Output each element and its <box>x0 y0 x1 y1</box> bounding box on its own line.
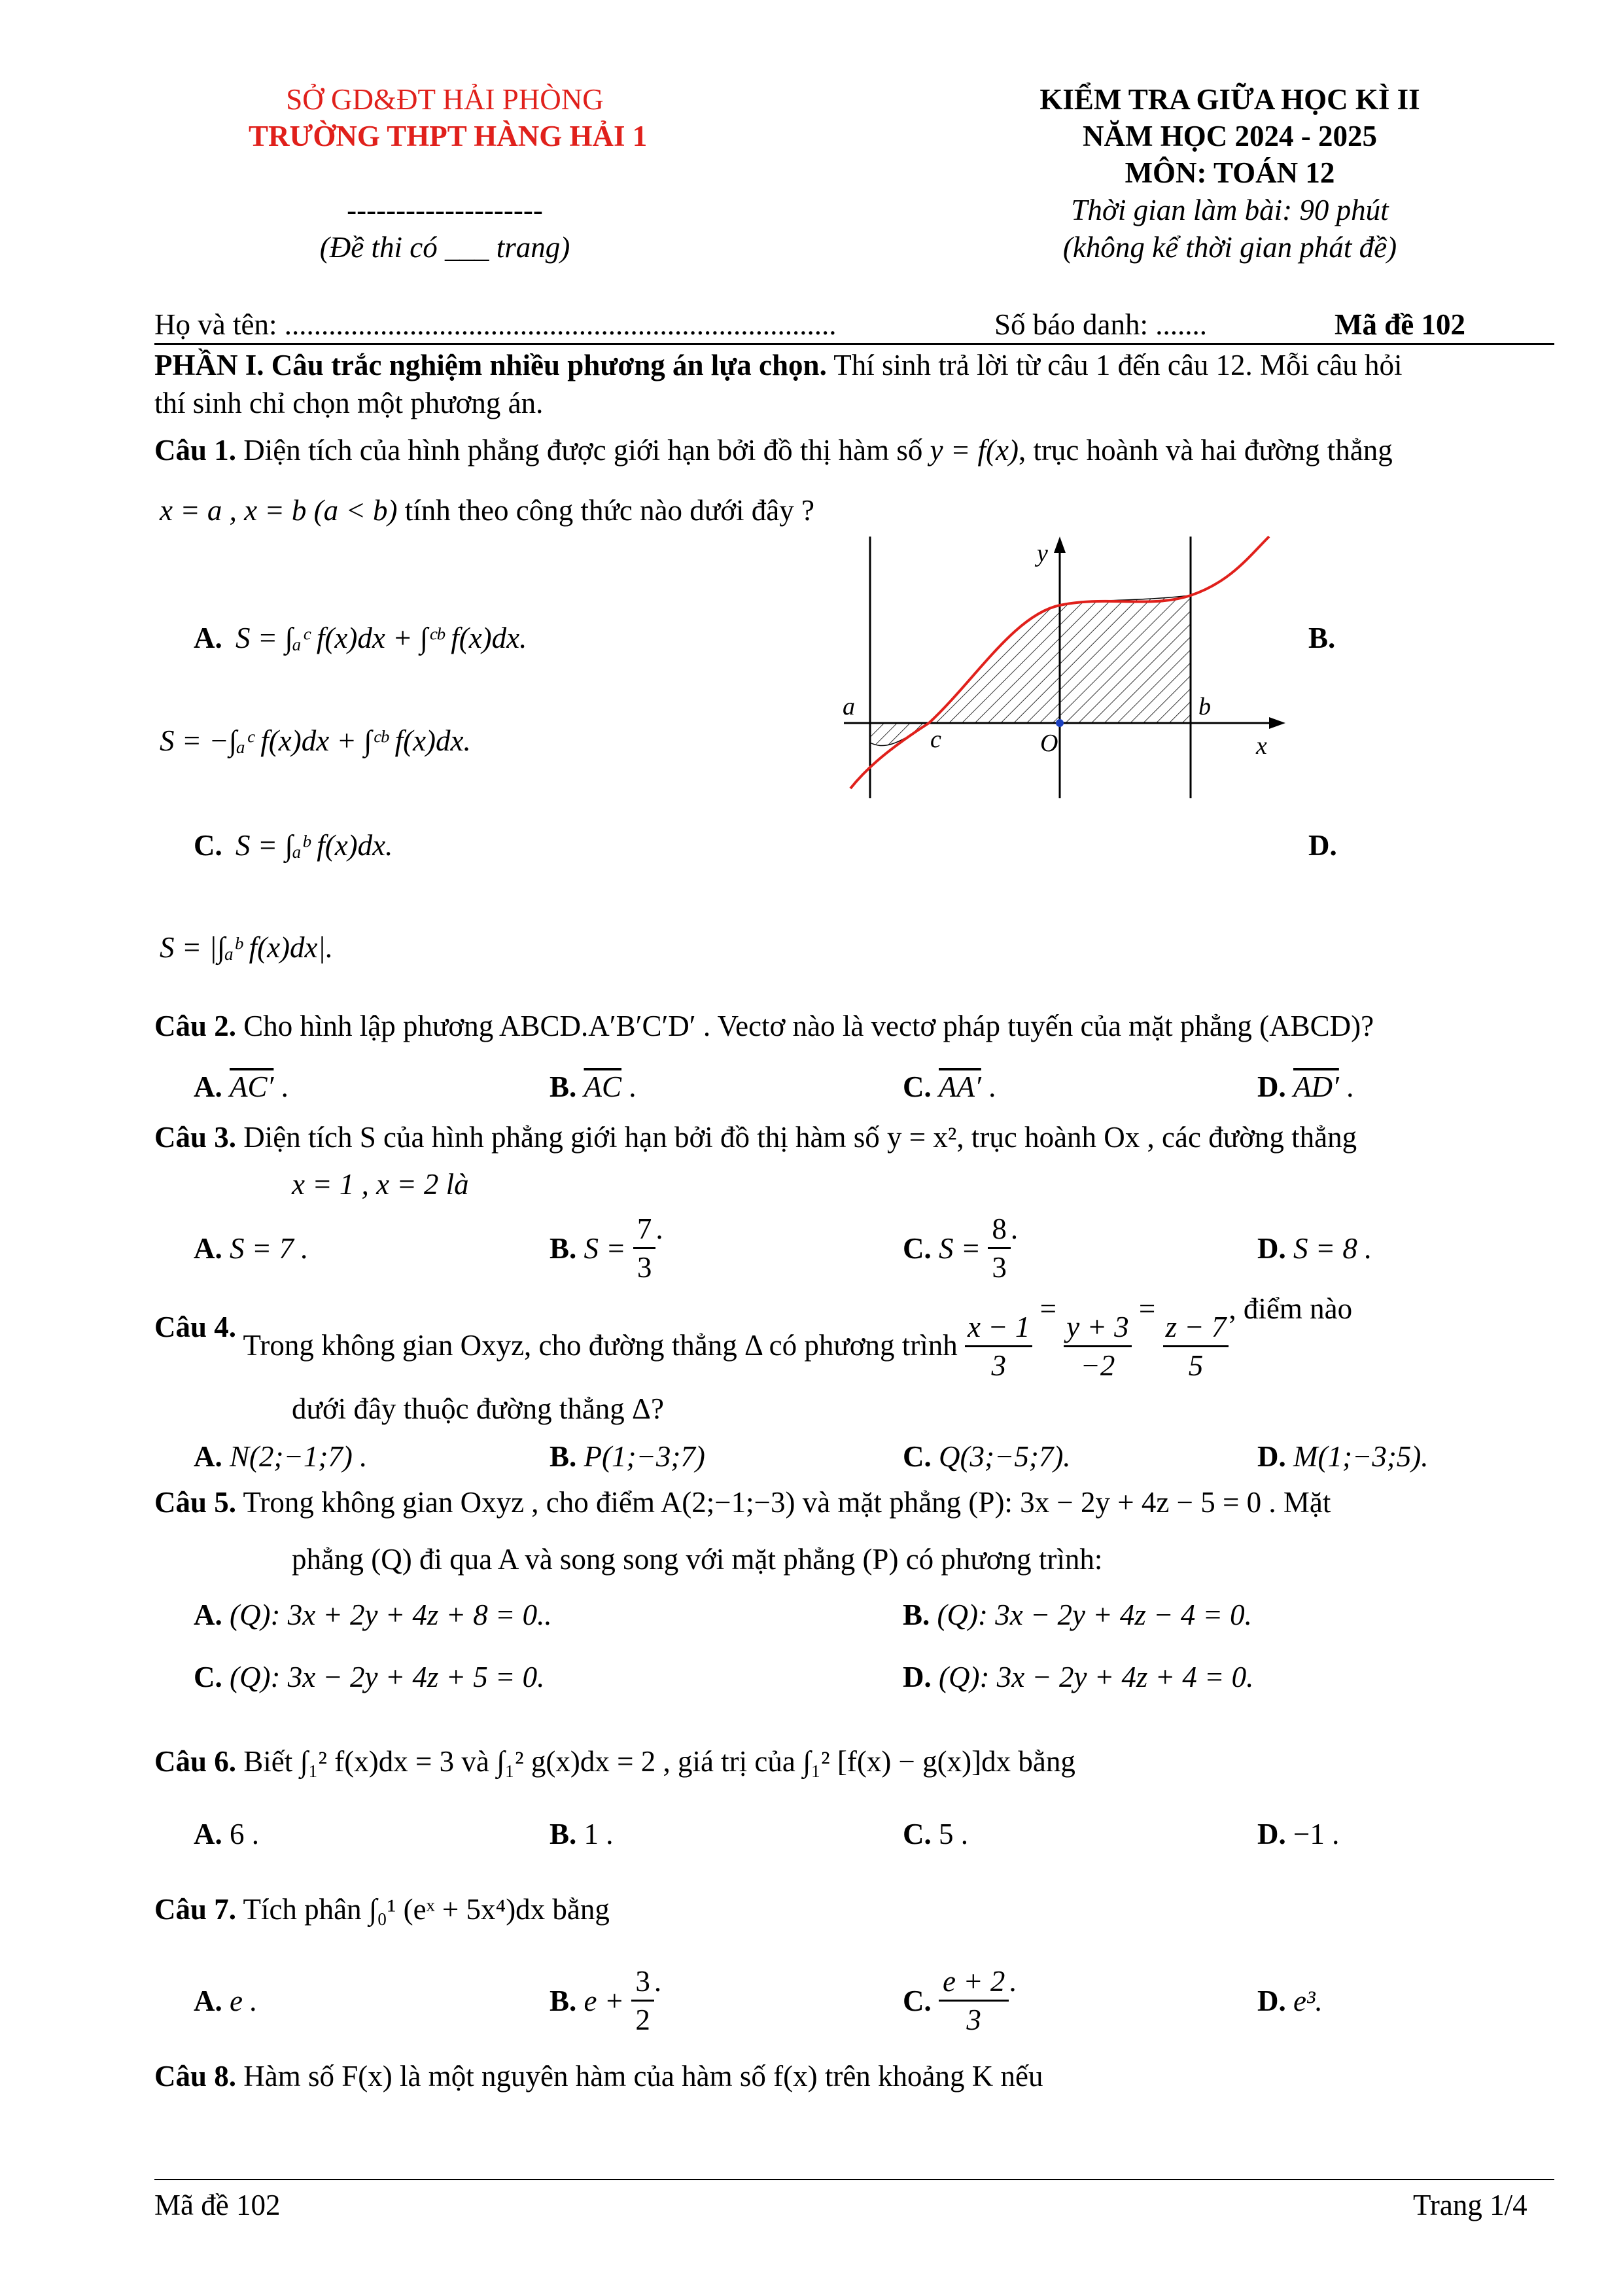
page-count: (Đề thi có ___ trang) <box>319 231 570 264</box>
q6-option-d[interactable]: D. −1 . <box>1257 1818 1340 1850</box>
q1-line1: Câu 1. Diện tích của hình phẳng được giới hạn bởi đồ thị hàm số y = f(x), trục hoành và hai đường thẳng <box>154 434 1393 467</box>
time-note: (không kể thời gian phát đề) <box>1062 231 1397 264</box>
label-b: b <box>1198 693 1211 720</box>
q7-option-d[interactable]: D. e³. <box>1257 1985 1323 2017</box>
q6-option-a[interactable]: A. 6 . <box>194 1818 259 1850</box>
origin-point <box>1056 719 1064 727</box>
q4-option-c[interactable]: C. Q(3;−5;7). <box>903 1440 1071 1473</box>
q1-option-a-label[interactable]: A. <box>194 622 222 654</box>
q6-stem: Câu 6. Biết ∫₁² f(x)dx = 3 và ∫₁² g(x)dx = 2 , giá trị của ∫₁² [f(x) − g(x)]dx bằng <box>154 1745 1075 1778</box>
footer-page-number: Trang 1/4 <box>1413 2189 1527 2221</box>
q3-option-b[interactable]: B. S = $\frac{7}{3}$ . <box>550 1210 663 1286</box>
q6-label: Câu 6. <box>154 1745 237 1778</box>
label-a: a <box>843 693 855 720</box>
q1-option-b-label[interactable]: B. <box>1308 622 1336 654</box>
q3-option-d[interactable]: D. S = 8 . <box>1257 1232 1372 1265</box>
footer-exam-code: Mã đề 102 <box>154 2189 281 2221</box>
q5-option-c[interactable]: C. (Q): 3x − 2y + 4z + 5 = 0. <box>194 1661 545 1693</box>
q4-option-b[interactable]: B. P(1;−3;7) <box>550 1440 705 1473</box>
q2-label: Câu 2. <box>154 1010 237 1042</box>
q2-option-d[interactable]: D. AD′ . <box>1257 1070 1354 1103</box>
q3-option-c[interactable]: C. S = $\frac{8}{3}$ . <box>903 1210 1018 1286</box>
q3-option-a[interactable]: A. S = 7 . <box>194 1232 309 1265</box>
q1-option-c[interactable]: S = ∫ₐᵇ f(x)dx. <box>236 829 393 862</box>
q4-stem-line1: Câu 4. Trong không gian Oxyz, cho đường thẳng Δ có phương trình $\frac{x - 1}{3}$ = $\frac{y + 3}{-2}$ = $\frac{z - 7}{5}$ , điểm nào <box>154 1292 1353 1383</box>
q3-stem-line2: x = 1 , x = 2 là <box>292 1168 469 1201</box>
q5-label: Câu 5. <box>154 1486 237 1519</box>
header-dashes: -------------------- <box>347 194 543 226</box>
school-name: TRƯỜNG THPT HÀNG HẢI 1 <box>249 120 648 152</box>
q5-option-b[interactable]: B. (Q): 3x − 2y + 4z − 4 = 0. <box>903 1598 1252 1631</box>
header-divider <box>154 343 1554 345</box>
student-number-field: Số báo danh: ....... <box>994 308 1207 341</box>
q5-option-a[interactable]: A. (Q): 3x + 2y + 4z + 8 = 0.. <box>194 1598 552 1631</box>
q2-option-b[interactable]: B. $\overline{AC}$ . <box>550 1070 637 1103</box>
q1-option-a[interactable]: S = ∫ₐᶜ f(x)dx + ∫ᶜᵇ f(x)dx. <box>236 622 527 654</box>
q8-label: Câu 8. <box>154 2060 237 2093</box>
footer-divider <box>154 2179 1554 2180</box>
y-axis-arrow <box>1054 537 1066 553</box>
q7-label: Câu 7. <box>154 1893 237 1926</box>
q1-option-c-label[interactable]: C. <box>194 829 222 862</box>
part1-title: PHẦN I. Câu trắc nghiệm nhiều phương án lựa chọn. <box>154 349 827 381</box>
q7-stem: Câu 7. Tích phân ∫₀¹ (eˣ + 5x⁴)dx bằng <box>154 1893 610 1926</box>
q4-label: Câu 4. <box>154 1311 237 1343</box>
q5-option-d[interactable]: D. (Q): 3x − 2y + 4z + 4 = 0. <box>903 1661 1254 1693</box>
department-name: SỞ GD&ĐT HẢI PHÒNG <box>286 83 604 116</box>
exam-title: KIỂM TRA GIỮA HỌC KÌ II <box>1039 83 1420 116</box>
label-c: c <box>930 726 941 753</box>
time-limit: Thời gian làm bài: 90 phút <box>1071 194 1389 226</box>
q3-label: Câu 3. <box>154 1121 237 1154</box>
q1-option-d[interactable]: S = |∫ₐᵇ f(x)dx|. <box>160 931 334 964</box>
q7-option-b[interactable]: B. e + $\frac{3}{2}$ . <box>550 1963 661 2039</box>
q2-option-c[interactable]: C. AA′ . <box>903 1070 996 1103</box>
x-axis-arrow <box>1269 717 1285 729</box>
part1-line2: thí sinh chỉ chọn một phương án. <box>154 387 544 419</box>
q4-option-a[interactable]: A. N(2;−1;7) . <box>194 1440 368 1473</box>
school-year: NĂM HỌC 2024 - 2025 <box>1083 120 1377 152</box>
q1-label: Câu 1. <box>154 434 237 467</box>
q6-option-b[interactable]: B. 1 . <box>550 1818 614 1850</box>
part1-desc: Thí sinh trả lời từ câu 1 đến câu 12. Mỗi câu hỏi <box>826 349 1403 381</box>
student-name-field: Họ và tên: ........................................................................... <box>154 308 837 341</box>
subject: MÔN: TOÁN 12 <box>1125 156 1335 189</box>
q7-option-c[interactable]: C. $\frac{e + 2}{3}$ . <box>903 1963 1017 2039</box>
q8-stem: Câu 8. Hàm số F(x) là một nguyên hàm của hàm số f(x) trên khoảng K nếu <box>154 2060 1043 2093</box>
q1-line2: x = a , x = b (a < b) tính theo công thức nào dưới đây ? <box>160 494 814 527</box>
q5-stem-line1: Câu 5. Trong không gian Oxyz , cho điểm A(2;−1;−3) và mặt phẳng (P): 3x − 2y + 4z − 5 = 0 . Mặt <box>154 1486 1331 1519</box>
q7-option-a[interactable]: A. e . <box>194 1985 258 2017</box>
q2-stem: Câu 2. Cho hình lập phương ABCD.A′B′C′D′ . Vectơ nào là vectơ pháp tuyến của mặt phẳng (ABCD)? <box>154 1010 1374 1042</box>
q4-stem-line2: dưới đây thuộc đường thẳng Δ? <box>292 1392 664 1425</box>
q1-option-b[interactable]: S = −∫ₐᶜ f(x)dx + ∫ᶜᵇ f(x)dx. <box>160 724 471 757</box>
q1-option-d-label[interactable]: D. <box>1308 829 1337 862</box>
q2-option-a[interactable]: A. AC′ . <box>194 1070 288 1103</box>
area-graph-figure <box>824 523 1295 811</box>
label-x: x <box>1256 732 1267 760</box>
part1-line1 <box>154 347 1403 383</box>
q5-stem-line2: phẳng (Q) đi qua A và song song với mặt phẳng (P) có phương trình: <box>292 1543 1103 1576</box>
label-origin: O <box>1040 730 1058 757</box>
q3-stem-line1: Câu 3. Diện tích S của hình phẳng giới hạn bởi đồ thị hàm số y = x², trục hoành Ox , các đường thẳng <box>154 1121 1357 1154</box>
q4-option-d[interactable]: D. M(1;−3;5). <box>1257 1440 1429 1473</box>
exam-code: Mã đề 102 <box>1335 308 1465 341</box>
label-y: y <box>1037 540 1048 567</box>
q6-option-c[interactable]: C. 5 . <box>903 1818 968 1850</box>
